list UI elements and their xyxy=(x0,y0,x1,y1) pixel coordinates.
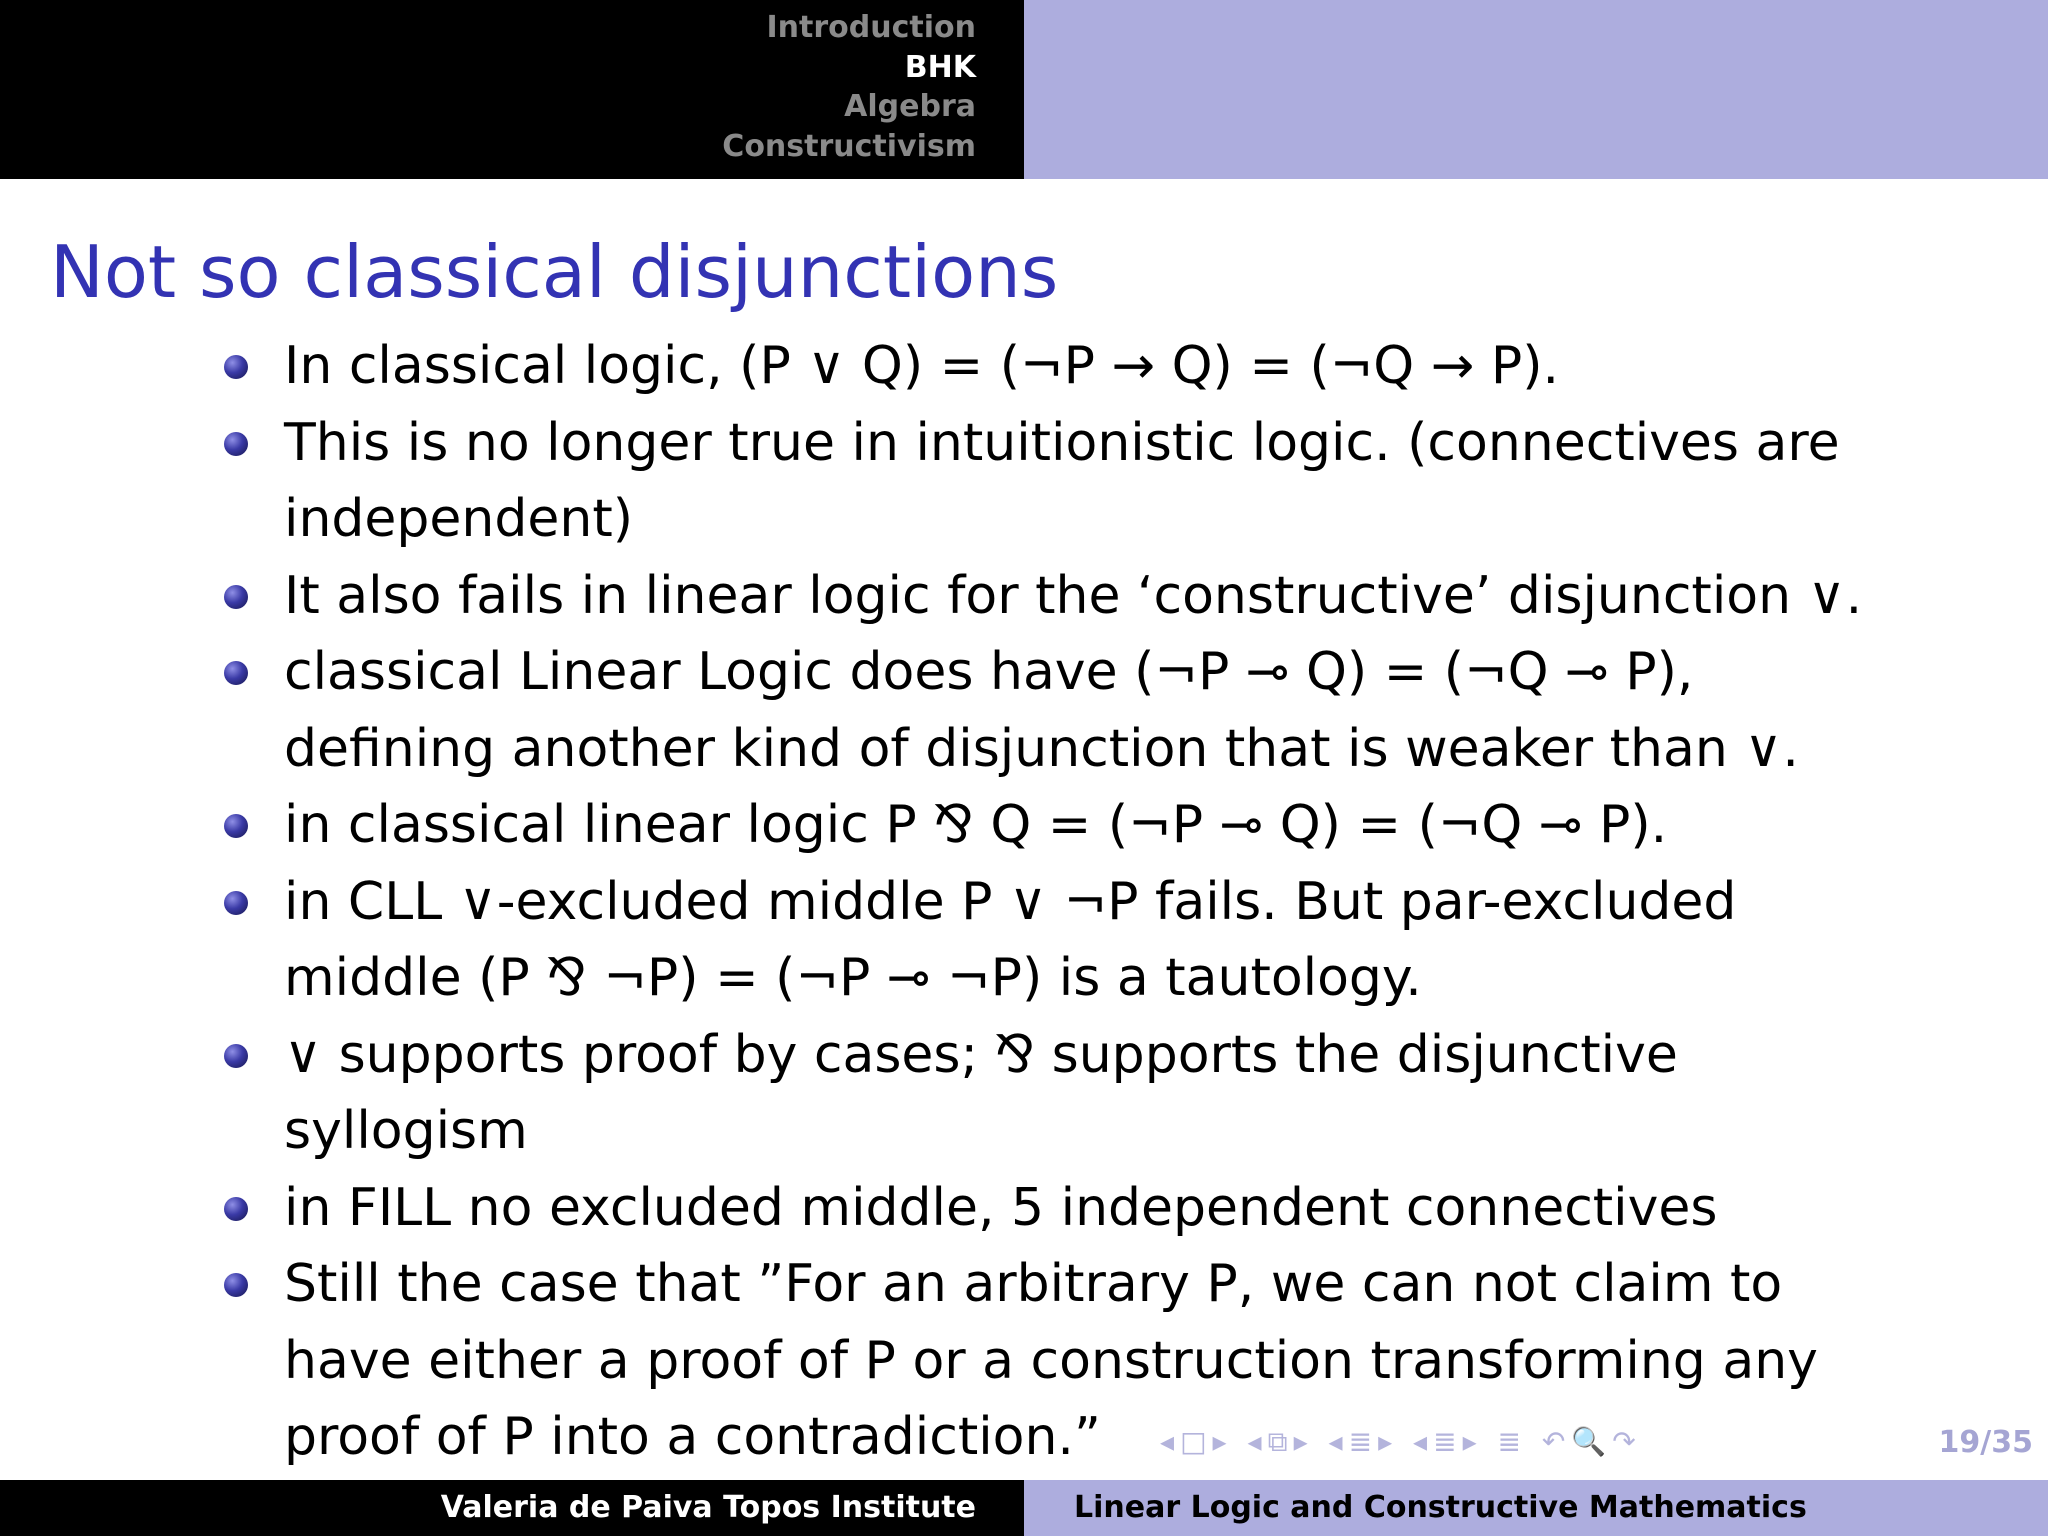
bullet-item xyxy=(218,1017,1878,1170)
nav-item-introduction[interactable]: Introduction xyxy=(766,10,976,45)
bullet-item xyxy=(218,787,1878,864)
subsection-icon[interactable]: ≣ xyxy=(1348,1425,1379,1458)
bullet-icon xyxy=(224,814,248,838)
bullet-list xyxy=(218,328,1878,1476)
footer-title: Linear Logic and Constructive Mathematics xyxy=(1074,1490,1807,1525)
bullet-text: in classical linear logic P ⅋ Q = (¬P ⊸ Q) = (¬Q ⊸ P). xyxy=(284,795,1668,855)
bullet-text: in CLL ∨-excluded middle P ∨ ¬P fails. But par-excluded middle (P ⅋ ¬P) = (¬P ⊸ ¬P) is a tautology. xyxy=(284,871,1737,1008)
bullet-text: It also fails in linear logic for the ‘constructive’ disjunction ∨. xyxy=(284,565,1863,626)
nav-item-constructivism[interactable]: Constructivism xyxy=(722,128,976,164)
nav-item-bhk[interactable]: BHK xyxy=(904,49,976,85)
prev-subsection-arrow-icon[interactable]: ◂ xyxy=(1328,1425,1349,1458)
bullet-icon xyxy=(224,1197,248,1221)
bullet-item xyxy=(218,558,1878,635)
document-icon[interactable]: ≣ xyxy=(1497,1425,1527,1458)
forward-icon[interactable]: ↷ xyxy=(1612,1425,1642,1458)
prev-slide-arrow-icon[interactable]: ◂ xyxy=(1160,1425,1181,1458)
bullet-text: classical Linear Logic does have (¬P ⊸ Q) = (¬Q ⊸ P), defining another kind of disjunction that is weaker than ∨. xyxy=(284,642,1799,779)
bullet-item xyxy=(218,405,1878,558)
prev-section-arrow-icon[interactable]: ◂ xyxy=(1413,1425,1434,1458)
frame-title: Not so classical disjunctions xyxy=(50,230,1059,314)
bullet-icon xyxy=(224,661,248,685)
prev-frame-arrow-icon[interactable]: ◂ xyxy=(1247,1425,1268,1458)
bullet-item xyxy=(218,634,1878,787)
header-left-panel xyxy=(0,0,1024,179)
bullet-item xyxy=(218,328,1878,405)
page-number: 19/35 xyxy=(1938,1425,2033,1460)
bullet-icon xyxy=(224,585,248,609)
bullet-icon xyxy=(224,432,248,456)
section-navigation xyxy=(722,8,976,166)
bullet-text: In classical logic, (P ∨ Q) = (¬P → Q) = (¬Q → P). xyxy=(284,336,1560,396)
footer-left-panel xyxy=(0,1480,1024,1536)
next-frame-arrow-icon[interactable]: ▸ xyxy=(1293,1425,1314,1458)
back-icon[interactable]: ↶ xyxy=(1541,1425,1572,1458)
footer-right-panel xyxy=(1024,1480,2048,1536)
next-section-arrow-icon[interactable]: ▸ xyxy=(1462,1425,1483,1458)
bullet-item xyxy=(218,864,1878,1017)
bullet-text: Still the case that ”For an arbitrary P, we can not claim to have either a proof of P or a construction transforming any proof of P into a contradiction.” xyxy=(284,1254,1818,1467)
bullet-icon xyxy=(224,1273,248,1297)
next-slide-arrow-icon[interactable]: ▸ xyxy=(1212,1425,1233,1458)
bullet-text: ∨ supports proof by cases; ⅋ supports the disjunctive syllogism xyxy=(284,1024,1678,1161)
header-bar xyxy=(0,0,2048,179)
beamer-navigation-symbols xyxy=(1160,1425,1642,1459)
frame-icon[interactable]: ⧉ xyxy=(1267,1425,1294,1458)
bullet-icon xyxy=(224,891,248,915)
nav-item-algebra[interactable]: Algebra xyxy=(844,89,976,124)
bullet-item xyxy=(218,1170,1878,1247)
bullet-icon xyxy=(224,355,248,379)
slide-icon[interactable]: □ xyxy=(1180,1425,1213,1458)
next-subsection-arrow-icon[interactable]: ▸ xyxy=(1378,1425,1399,1458)
search-icon[interactable]: 🔍 xyxy=(1571,1425,1613,1458)
header-right-panel xyxy=(1024,0,2048,179)
bullet-text: This is no longer true in intuitionistic logic. (connectives are independent) xyxy=(284,412,1840,549)
bullet-text: in FILL no excluded middle, 5 independent connectives xyxy=(284,1177,1718,1238)
section-icon[interactable]: ≣ xyxy=(1433,1425,1463,1458)
footer-author: Valeria de Paiva Topos Institute xyxy=(440,1490,976,1525)
bullet-icon xyxy=(224,1044,248,1068)
footer-bar xyxy=(0,1480,2048,1536)
